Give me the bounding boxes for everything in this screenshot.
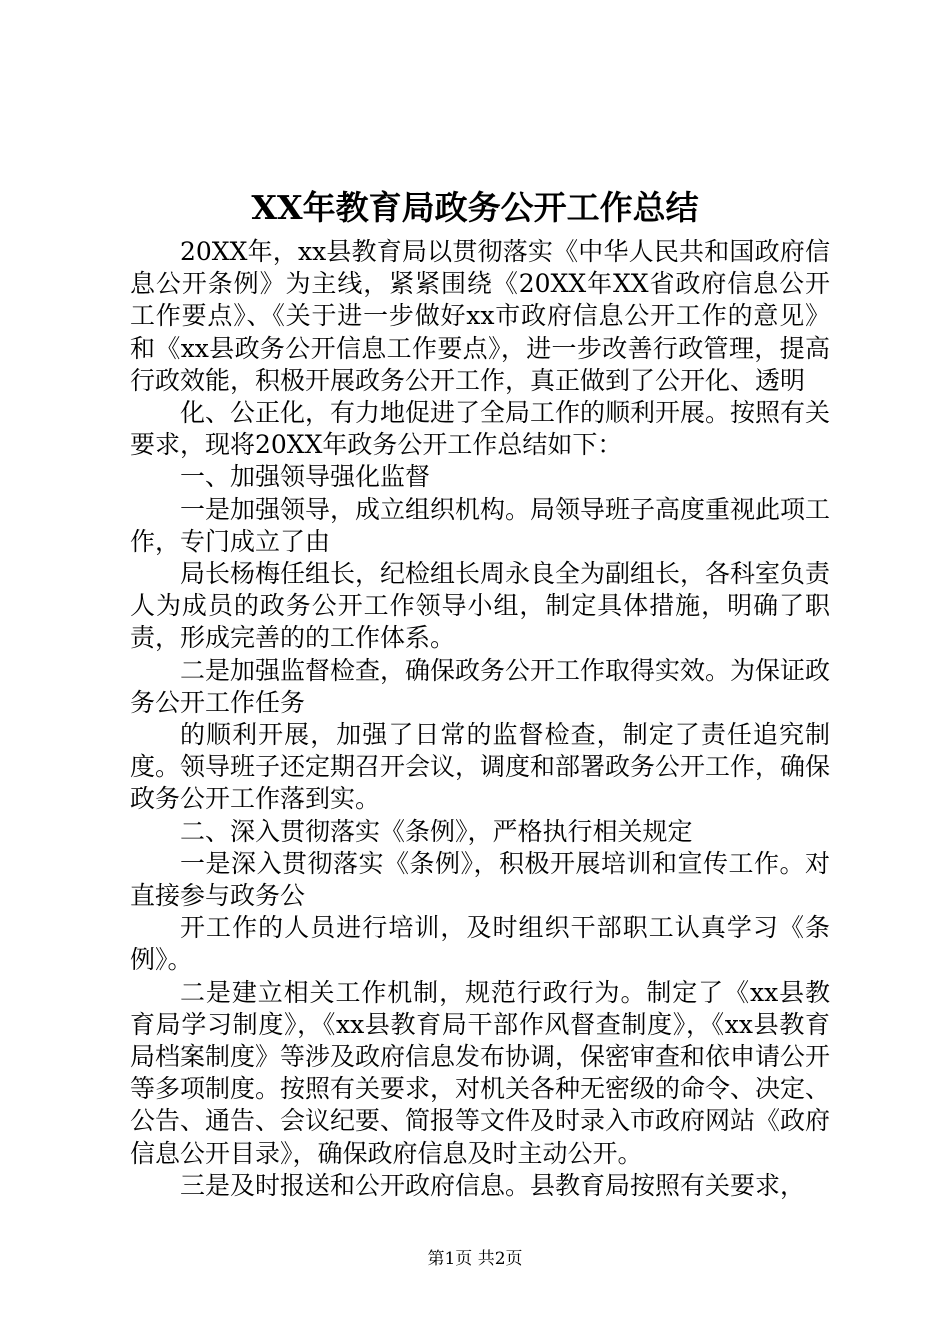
paragraph-reporting: 三是及时报送和公开政府信息。县教育局按照有关要求， (180, 1170, 806, 1200)
paragraph-leadership-2: 局长杨梅任组长，纪检组长周永良全为副组长，各科室负责人为成员的政务公开工作领导小组，制定具体措施，明确了职责，形成完善的的工作体系。 (130, 559, 831, 653)
paragraph-training-1: 一是深入贯彻落实《条例》，积极开展培训和宣传工作。对直接参与政务公 (130, 848, 830, 911)
section-heading-1: 一、加强领导强化监督 (180, 462, 431, 492)
section-heading-2: 二、深入贯彻落实《条例》，严格执行相关规定 (180, 816, 693, 846)
paragraph-leadership-1: 一是加强领导，成立组织机构。局领导班子高度重视此项工作，专门成立了由 (130, 494, 831, 556)
paragraph-intro-2: 化、公正化，有力地促进了全局工作的顺利开展。按照有关要求，现将20XX年政务公开工作总结如下： (130, 398, 831, 460)
paragraph-supervision-2: 的顺利开展，加强了日常的监督检查，制定了责任追究制度。领导班子还定期召开会议，调度和部署政务公开工作，确保政务公开工作落到实。 (130, 720, 831, 814)
page-number-footer: 第1页 共2页 (427, 1249, 523, 1269)
document-title: XX年教育局政务公开工作总结 (251, 188, 699, 227)
paragraph-training-2: 开工作的人员进行培训，及时组织干部职工认真学习《条例》。 (130, 913, 830, 975)
paragraph-mechanism: 二是建立相关工作机制，规范行政行为。制定了《xx县教育局学习制度》，《xx县教育局干部作风督查制度》，《xx县教育局档案制度》等涉及政府信息发布协调，保密审查和依申请公开等多项制度。按照有关要求，对机关各种无密级的命令、决定、公告、通告、会议纪要、简报等文件及时录入市政府网站《政府信息公开目录》，确保政府信息及时主动公开。 (130, 977, 831, 1168)
document-body (130, 236, 830, 1202)
paragraph-supervision-1: 二是加强监督检查，确保政务公开工作取得实效。为保证政务公开工作任务 (130, 655, 831, 717)
paragraph-intro-1: 20XX年，xx县教育局以贯彻落实《中华人民共和国政府信息公开条例》为主线，紧紧围绕《20XX年XX省政府信息公开工作要点》、《关于进一步做好xx市政府信息公开工作的意见》和《xx县政务公开信息工作要点》，进一步改善行政管理，提高行政效能，积极开展政务公开工作，真正做到了公开化、透明 (130, 237, 830, 395)
